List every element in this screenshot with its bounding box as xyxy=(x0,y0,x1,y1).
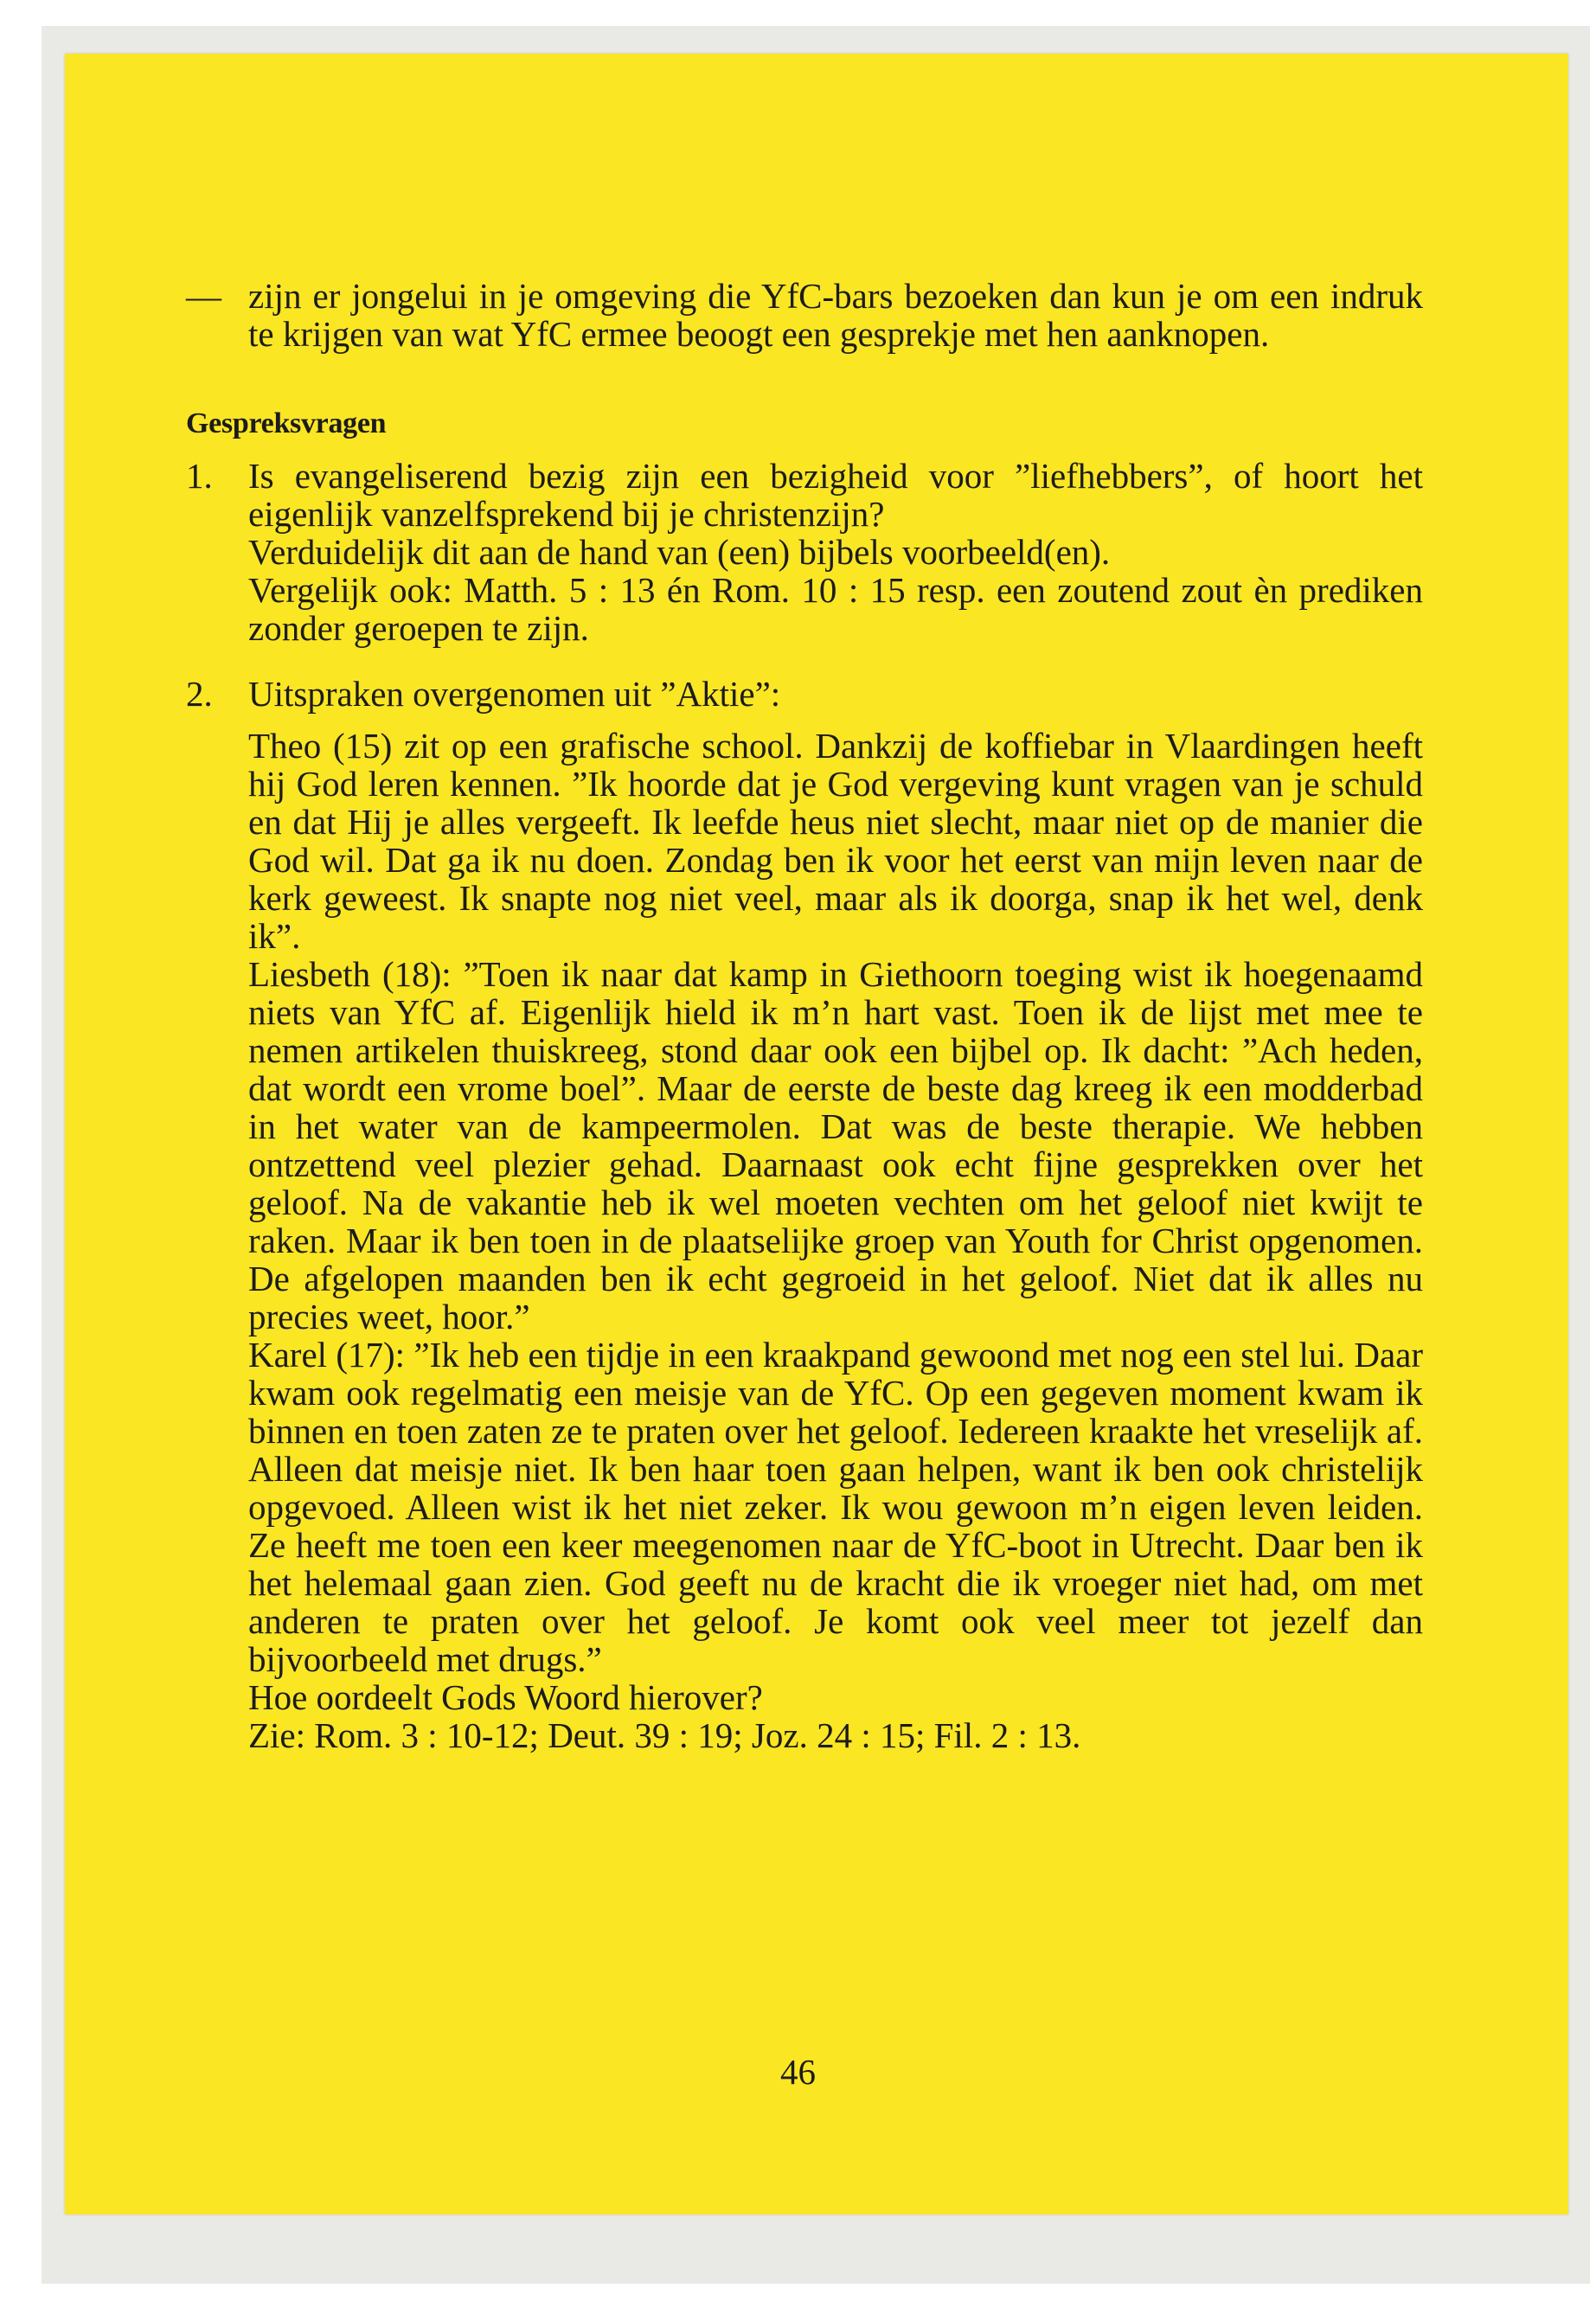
question-1 xyxy=(186,457,1423,647)
dash-marker: — xyxy=(186,276,221,316)
quote-liesbeth: Liesbeth (18): ”Toen ik naar dat kamp in Giethoorn toeging wist ik hoegenaamd niets van YfC af. Eigenlijk hield ik m’n hart vast. Toen ik de lijst met mee te nemen artikelen thuiskreeg, stond daar ook een bijbel op. Ik dacht: ”Ach heden, dat wordt een vrome boel”. Maar de eerste de beste dag kreeg ik een modderbad in het water van de kampeermolen. Dat was de beste therapie. We hebben ontzettend veel plezier gehad. Daarnaast ook echt fijne gesprekken over het geloof. Na de vakantie heb ik wel moeten vechten om het geloof niet kwijt te raken. Maar ik ben toen in de plaatselijke groep van Youth for Christ opgenomen. De afgelopen maanden ben ik echt gegroeid in het geloof. Niet dat ik alles nu precies weet, hoor.” xyxy=(248,954,1423,1336)
question-intro: Uitspraken overgenomen uit ”Aktie”: xyxy=(248,674,781,714)
quote-karel: Karel (17): ”Ik heb een tijdje in een kraakpand gewoond met nog een stel lui. Daar kwam ook regelmatig een meisje van de YfC. Op een gegeven moment kwam ik binnen en toen zaten ze te praten over het geloof. Iedereen kraakte het vreselijk af. Alleen dat meisje niet. Ik ben haar toen gaan helpen, want ik ben ook christelijk opgevoed. Alleen wist ik het niet zeker. Ik wou gewoon m’n eigen leven leiden. Ze heeft me toen een keer meegenomen naar de YfC-boot in Utrecht. Daar ben ik het helemaal gaan zien. God geeft nu de kracht die ik vroeger niet had, om met anderen te praten over het geloof. Je komt ook veel meer tot jezelf dan bijvoorbeeld met drugs.” xyxy=(248,1335,1423,1679)
question-line: Vergelijk ook: Matth. 5 : 13 én Rom. 10 : 15 resp. een zoutend zout èn prediken zonder geroepen te zijn. xyxy=(248,570,1423,648)
quote-theo: Theo (15) zit op een grafische school. Dankzij de koffiebar in Vlaardingen heeft hij God leren kennen. ”Ik hoorde dat je God vergeving kunt vragen van je schuld en dat Hij je alles vergeeft. Ik leefde heus niet slecht, maar niet op de manier die God wil. Dat ga ik nu doen. Zondag ben ik voor het eerst van mijn leven naar de kerk geweest. Ik snapte nog niet veel, maar als ik doorga, snap ik het wel, denk ik”. xyxy=(248,726,1423,956)
page-content xyxy=(186,277,1423,1754)
section-heading: Gespreksvragen xyxy=(186,407,387,439)
bible-references: Zie: Rom. 3 : 10-12; Deut. 39 : 19; Joz. 24 : 15; Fil. 2 : 13. xyxy=(248,1715,1081,1755)
question-line: Is evangeliserend bezig zijn een bezigheid voor ”liefhebbers”, of hoort het eigenlijk vanzelfsprekend bij je christenzijn? xyxy=(248,456,1423,534)
question-2 xyxy=(186,675,1423,1754)
question-number: 2. xyxy=(186,674,213,714)
closing-question: Hoe oordeelt Gods Woord hierover? xyxy=(248,1677,763,1717)
question-number: 1. xyxy=(186,456,213,496)
page-number: 46 xyxy=(780,2052,816,2092)
bullet-item xyxy=(186,277,1423,353)
question-line: Verduidelijk dit aan de hand van (een) bijbels voorbeeld(en). xyxy=(248,532,1111,572)
bullet-text: zijn er jongelui in je omgeving die YfC-bars bezoeken dan kun je om een indruk te krijgen van wat YfC ermee beoogt een gesprekje met hen aanknopen. xyxy=(248,276,1423,354)
